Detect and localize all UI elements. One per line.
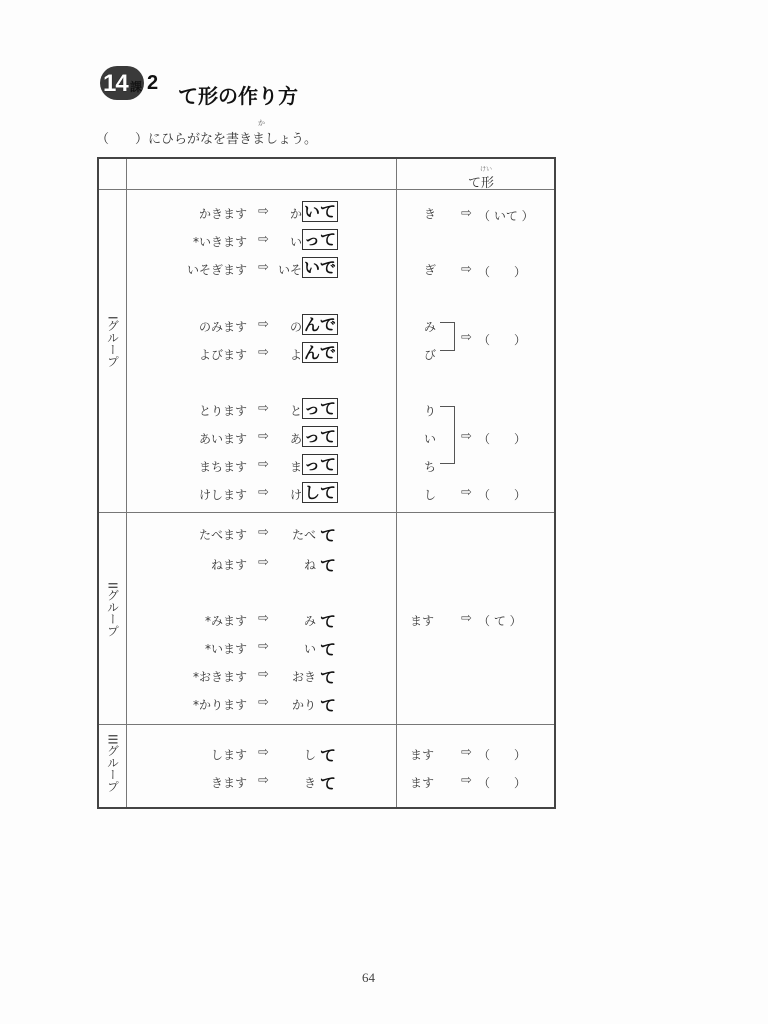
verb-stem: いそ (277, 263, 302, 277)
rule-kana: ぎ (424, 263, 437, 277)
verb-stem: と (289, 404, 302, 418)
verb-masu-form: まちます (198, 460, 247, 474)
arrow-icon: ⇨ (461, 773, 472, 788)
verb-masu-form: かきます (198, 207, 247, 221)
verb-masu-form: あいます (198, 432, 247, 446)
instruction-text: （ ）にひらがなを書きましょう。 (96, 132, 318, 147)
verb-stem: い (289, 235, 302, 249)
verb-masu-form: きます (210, 776, 247, 790)
rule-kana: び (424, 348, 437, 362)
arrow-icon: ⇨ (258, 317, 269, 332)
rule-column-divider (396, 159, 397, 807)
te-ending-box: って (304, 399, 337, 418)
verb-stem: あ (289, 432, 302, 446)
group-column-divider (126, 159, 127, 807)
group2-divider (99, 724, 554, 725)
te-ending-box: して (304, 483, 337, 502)
verb-masu-form: よびます (198, 348, 247, 362)
verb-stem: ま (289, 460, 302, 474)
rule-kana: み (424, 320, 437, 334)
arrow-icon: ⇨ (258, 611, 269, 626)
arrow-icon: ⇨ (258, 555, 269, 570)
column-header-ruby: けい (480, 166, 493, 173)
verb-stem: ね (303, 558, 316, 572)
te-ending: て (320, 668, 337, 687)
verb-masu-form: *いきます (192, 235, 247, 249)
verb-masu-form: ねます (210, 558, 247, 572)
instruction-ruby: か (258, 119, 265, 127)
arrow-icon: ⇨ (258, 525, 269, 540)
te-ending-box: んで (304, 343, 337, 362)
te-ending: て (320, 612, 337, 631)
group1-divider (99, 512, 554, 513)
te-ending: て (320, 526, 337, 545)
verb-stem: かり (291, 698, 316, 712)
arrow-icon: ⇨ (258, 457, 269, 472)
page-title: て形の作り方 (178, 84, 298, 108)
arrow-icon: ⇨ (461, 262, 472, 277)
bracket-ri-i-chi (440, 406, 455, 464)
arrow-icon: ⇨ (258, 695, 269, 710)
verb-stem: の (289, 320, 302, 334)
te-ending-box: って (304, 455, 337, 474)
rule-kana: ち (424, 460, 437, 474)
rule-kana: り (424, 404, 437, 418)
rule-te-form: （ て ） (478, 614, 522, 628)
arrow-icon: ⇨ (258, 485, 269, 500)
group2-label-text: IIグループ (105, 582, 120, 638)
te-ending: て (320, 640, 337, 659)
group1-label (102, 316, 122, 372)
te-ending-box: んで (304, 315, 337, 334)
arrow-icon: ⇨ (258, 260, 269, 275)
rule-te-form: （ ） (478, 776, 527, 790)
group1-label-text: Iグループ (105, 316, 120, 368)
group3-label-text: IIIグループ (105, 734, 120, 793)
group3-label (102, 734, 122, 797)
lesson-part: 2 (147, 72, 159, 94)
te-ending: て (320, 746, 337, 765)
bracket-mi-bi (440, 322, 455, 351)
arrow-icon: ⇨ (258, 232, 269, 247)
arrow-icon: ⇨ (461, 611, 472, 626)
verb-stem: け (289, 488, 302, 502)
verb-stem: か (289, 207, 302, 221)
rule-kana: い (424, 432, 437, 446)
verb-stem: し (303, 748, 316, 762)
verb-masu-form: *います (204, 642, 247, 656)
lesson-number: 14 (103, 70, 128, 97)
verb-masu-form: *おきます (192, 670, 247, 684)
rule-kana: ます (410, 748, 435, 762)
verb-masu-form: いそぎます (186, 263, 247, 277)
verb-stem: み (303, 614, 316, 628)
verb-masu-form: けします (198, 488, 247, 502)
te-ending-box: って (304, 230, 337, 249)
verb-masu-form: とります (198, 404, 247, 418)
arrow-icon: ⇨ (258, 345, 269, 360)
rule-kana: ます (410, 614, 435, 628)
rule-te-form: （ ） (478, 265, 527, 279)
te-ending-box: いて (304, 202, 337, 221)
verb-masu-form: *かります (192, 698, 247, 712)
arrow-icon: ⇨ (461, 206, 472, 221)
lesson-badge (100, 66, 164, 100)
arrow-icon: ⇨ (461, 429, 472, 444)
rule-te-form: （ いて ） (478, 209, 534, 223)
column-header: て形 (468, 176, 495, 191)
arrow-icon: ⇨ (258, 667, 269, 682)
rule-te-form: （ ） (478, 748, 527, 762)
rule-te-form: （ ） (478, 333, 527, 347)
te-ending: て (320, 696, 337, 715)
arrow-icon: ⇨ (258, 204, 269, 219)
arrow-icon: ⇨ (461, 485, 472, 500)
verb-stem: おき (291, 670, 316, 684)
page-number: 64 (362, 970, 375, 985)
te-ending: て (320, 556, 337, 575)
te-ending: て (320, 774, 337, 793)
arrow-icon: ⇨ (461, 745, 472, 760)
rule-te-form: （ ） (478, 488, 527, 502)
verb-stem: よ (289, 348, 302, 362)
rule-kana: き (424, 207, 437, 221)
arrow-icon: ⇨ (258, 401, 269, 416)
verb-stem: き (303, 776, 316, 790)
arrow-icon: ⇨ (258, 639, 269, 654)
verb-stem: たべ (291, 528, 316, 542)
arrow-icon: ⇨ (258, 745, 269, 760)
te-ending-box: って (304, 427, 337, 446)
verb-masu-form: のみます (198, 320, 247, 334)
rule-kana: し (424, 488, 437, 502)
rule-kana: ます (410, 776, 435, 790)
group2-label (102, 582, 122, 641)
verb-masu-form: たべます (198, 528, 247, 542)
arrow-icon: ⇨ (461, 330, 472, 345)
lesson-kanji: 課 (130, 80, 143, 94)
rule-te-form: （ ） (478, 432, 527, 446)
verb-masu-form: *みます (204, 614, 247, 628)
te-ending-box: いで (304, 258, 337, 277)
arrow-icon: ⇨ (258, 429, 269, 444)
verb-masu-form: します (210, 748, 247, 762)
arrow-icon: ⇨ (258, 773, 269, 788)
verb-stem: い (303, 642, 316, 656)
